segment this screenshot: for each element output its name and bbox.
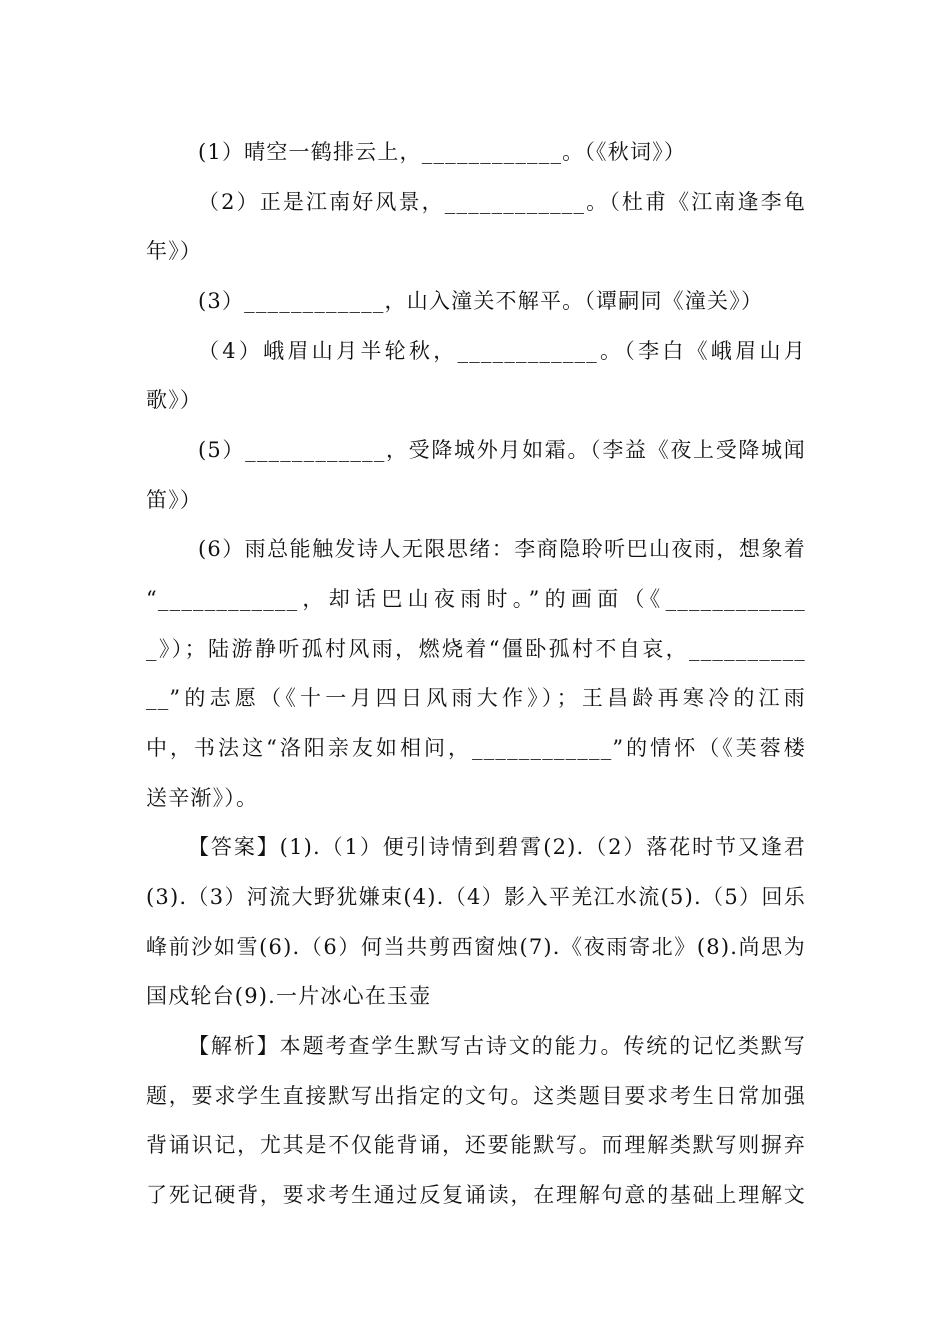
question-2-line-cont: 年》） (146, 239, 203, 263)
question-6-line-6: 送辛渐》）。 (146, 786, 259, 810)
question-6-line-4: __”的志愿（《十一月四日风雨大作》）；王昌龄再寒冷的江雨 (146, 686, 806, 710)
analysis-line-2: 题，要求学生直接默写出指定的文句。这类题目要求考生日常加强 (146, 1084, 806, 1108)
question-5-line-cont: 笛》） (146, 488, 203, 512)
question-3-line: (3）____________，山入潼关不解平。（谭嗣同《潼关》） (198, 289, 764, 313)
answer-line-2: (3).（3）河流大野犹嫌束(4).（4）影入平羌江水流(5).（5）回乐 (146, 885, 806, 909)
question-6-line: (6）雨总能触发诗人无限思绪：李商隐聆听巴山夜雨，想象着 (198, 537, 806, 561)
answer-line-4: 国戍轮台(9).一片冰心在玉壶 (146, 984, 432, 1008)
answer-line-3: 峰前沙如雪(6).（6）何当共剪西窗烛(7).《夜雨寄北》(8).尚思为 (146, 935, 806, 959)
question-4-line: （4）峨眉山月半轮秋，____________。（李白《峨眉山月 (198, 339, 806, 363)
analysis-line-3: 背诵识记，尤其是不仅能背诵，还要能默写。而理解类默写则摒弃 (146, 1133, 806, 1157)
question-2-line: （2）正是江南好风景，____________。（杜甫《江南逢李龟 (198, 190, 806, 214)
question-6-line-3: _》）；陆游静听孤村风雨，燃烧着“僵卧孤村不自哀，__________ (146, 637, 806, 661)
answer-line-1: 【答案】(1).（1）便引诗情到碧霄(2).（2）落花时节又逢君 (188, 835, 806, 859)
analysis-line-4: 了死记硬背，要求考生通过反复诵读，在理解句意的基础上理解文 (146, 1183, 806, 1207)
question-1-line: (1）晴空一鹤排云上，____________。（《秋词》） (198, 140, 687, 164)
analysis-line-1: 【解析】本题考查学生默写古诗文的能力。传统的记忆类默写 (188, 1034, 806, 1058)
question-4-line-cont: 歌》） (146, 388, 203, 412)
question-5-line: (5）____________，受降城外月如霜。（李益《夜上受降城闻 (198, 438, 806, 462)
question-6-line-5: 中，书法这“洛阳亲友如相问，____________”的情怀（《芙蓉楼 (146, 736, 806, 760)
question-6-line-2: “____________，却话巴山夜雨时。”的画面（《____________ (146, 587, 806, 611)
